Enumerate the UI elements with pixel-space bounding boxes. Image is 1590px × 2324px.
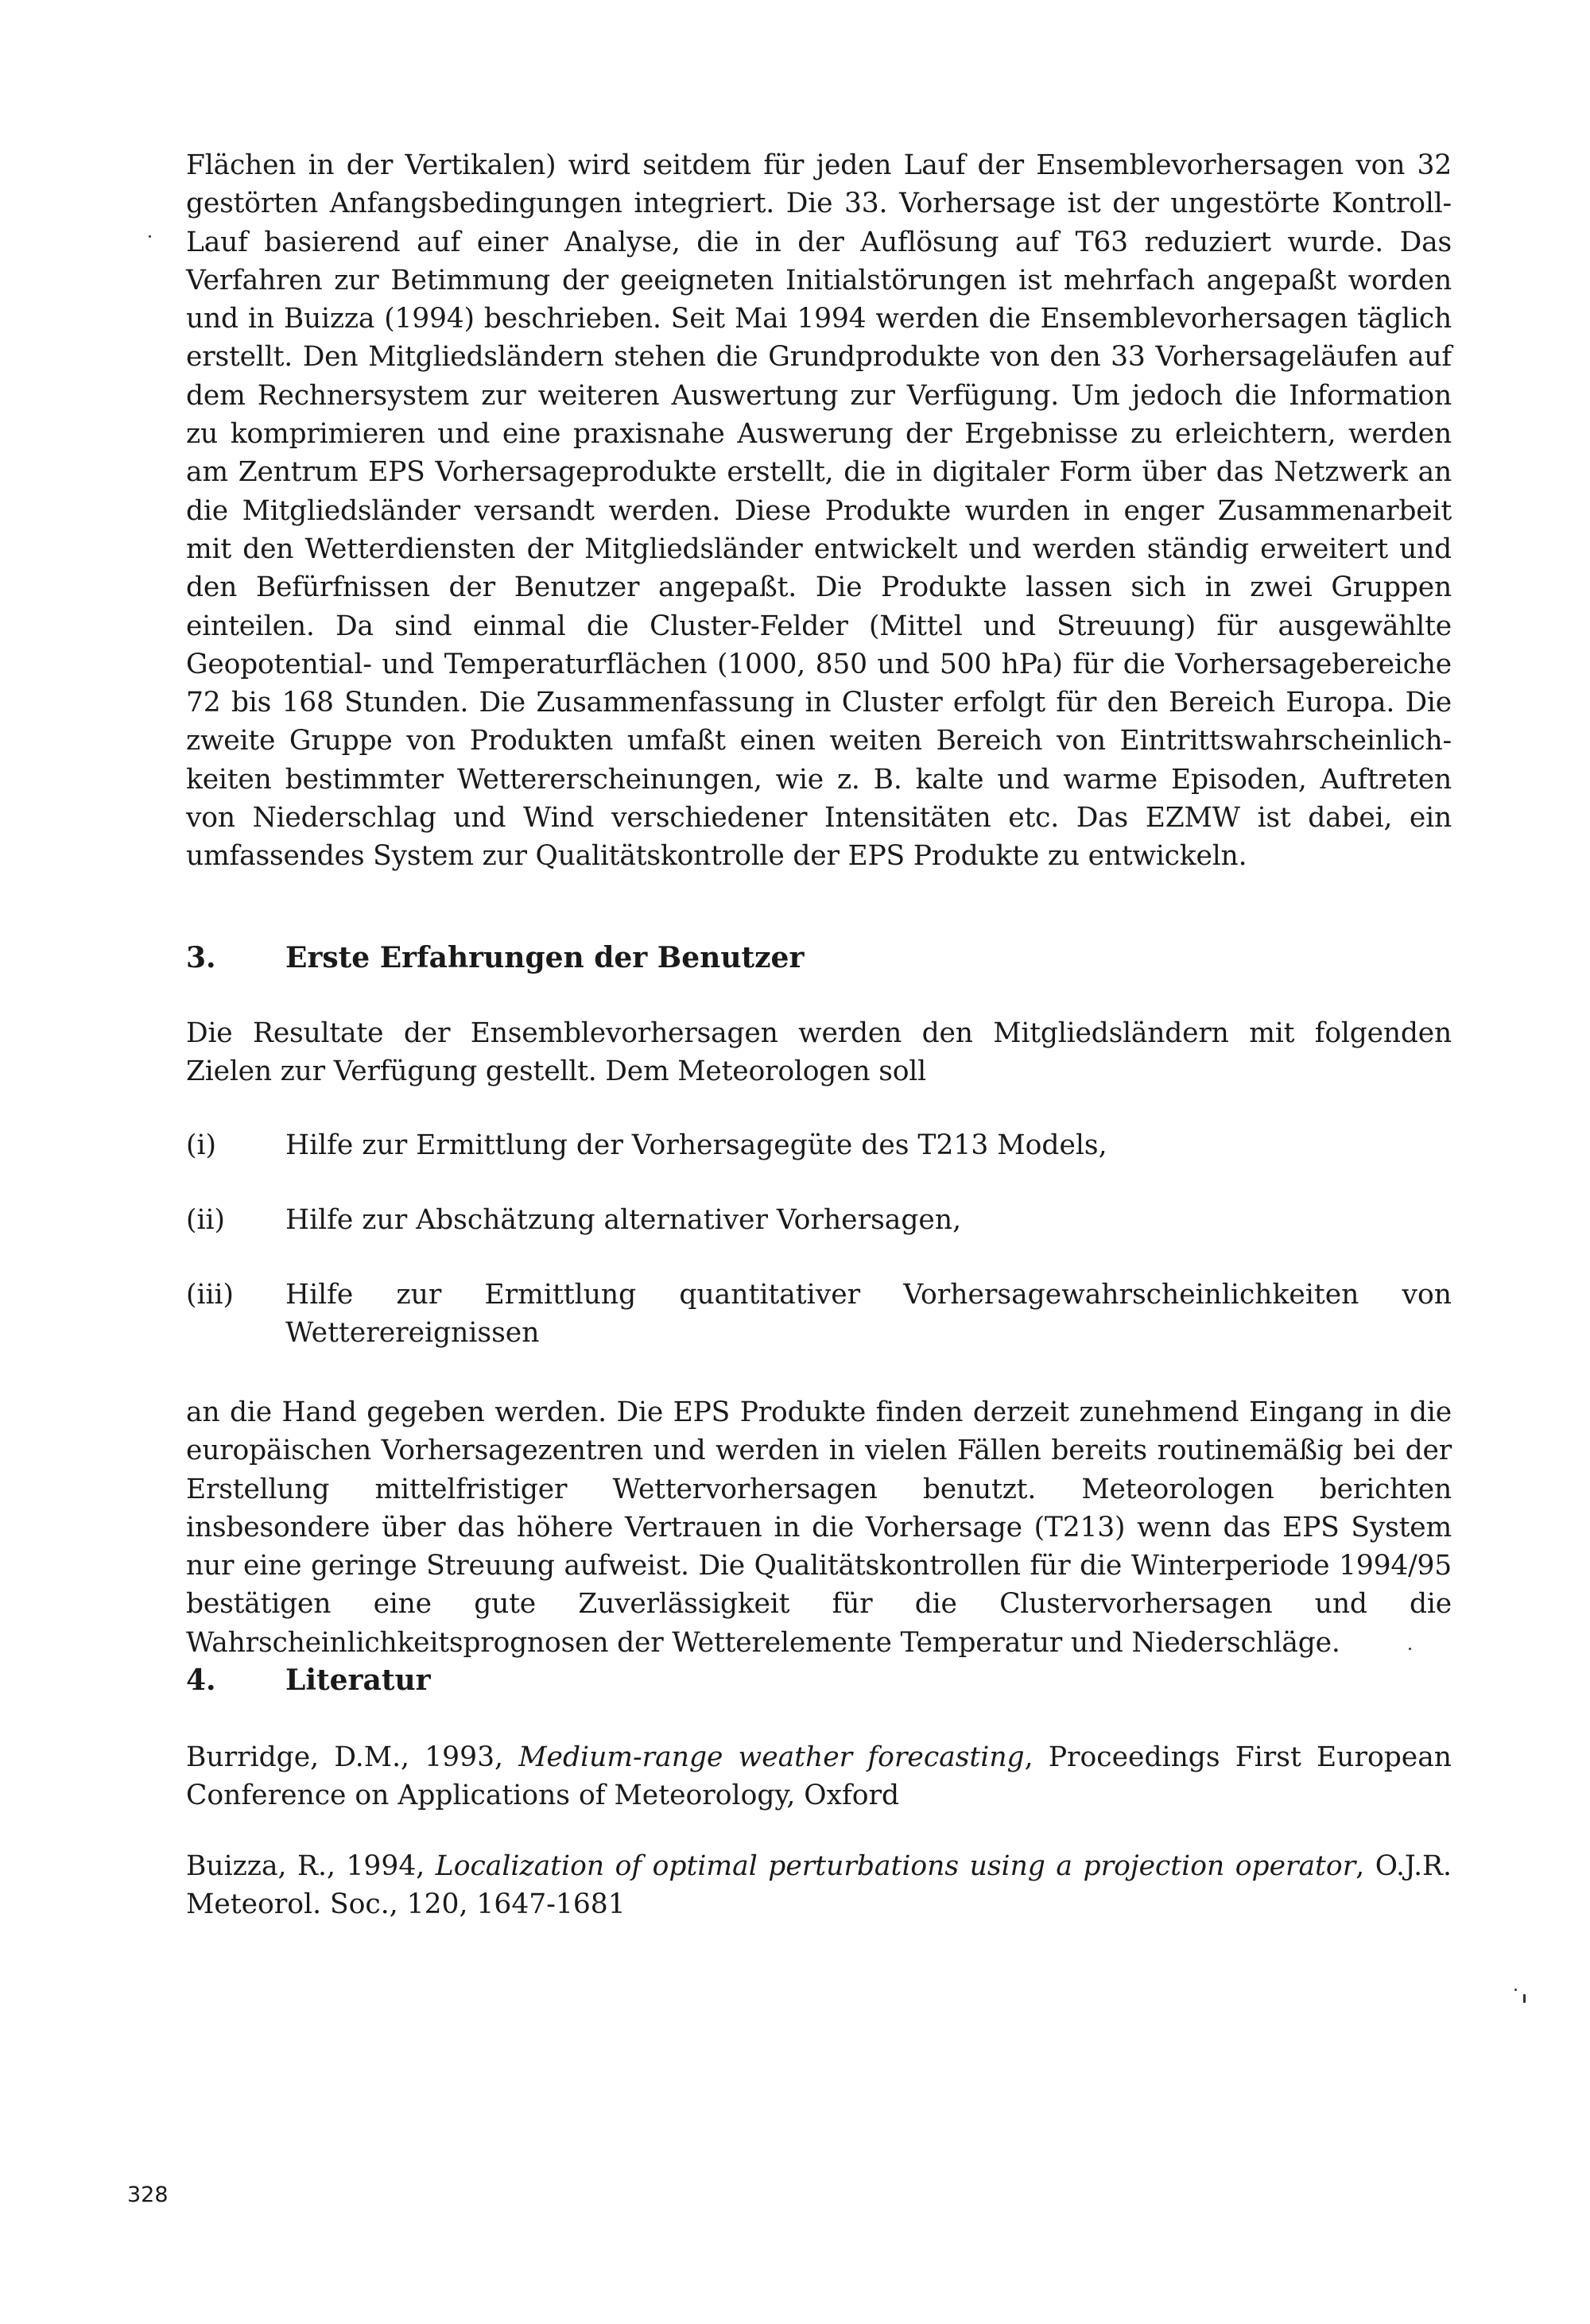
- section-4-heading: [186, 1661, 431, 1699]
- reference-title: Localization of optimal perturbations using a projection operator: [435, 1850, 1356, 1882]
- section-3-title: Erste Erfahrungen der Benutzer: [285, 941, 805, 974]
- section-3-closing: an die Hand gegeben werden. Die EPS Produkte finden derzeit zunehmend Eingang in die europäischen Vorhersagezentren und werden in vielen Fällen bereits routinemäßig bei der Erstellung mittelfristiger Wettervorhersagen benutzt. Meteorologen berichten insbesondere über das höhere Vertrauen in die Vorhersage (T213) wenn das EPS System nur eine geringe Streuung aufweist. Die Qualitätskontrollen für die Winterperiode 1994/95 bestätigen eine gute Zuverlässigkeit für die Clustervorhersagen und die Wahrscheinlichkeitsprognosen der Wetterelemente Temperatur und Niederschläge.: [186, 1396, 1452, 1659]
- page-number: 328: [127, 2183, 169, 2207]
- reference-burridge: [186, 1738, 1452, 1815]
- scan-speck: [1514, 1989, 1517, 1991]
- scan-speck: [1523, 1994, 1526, 2003]
- reference-details: , Proceedings First European Conference on Applications of Meteorology, Oxford: [186, 1741, 1452, 1812]
- list-text: Hilfe zur Abschätzung alternativer Vorhersagen,: [285, 1204, 962, 1236]
- list-text: Hilfe zur Ermittlung quantitativer Vorhersagewahrscheinlichkeiten von Wetterereignissen: [285, 1279, 1452, 1350]
- scan-speck: [149, 235, 151, 238]
- reference-title: Medium-range weather forecasting: [518, 1741, 1025, 1773]
- continuation-paragraph: Flächen in der Vertikalen) wird seitdem für jeden Lauf der Ensemblevorhersagen von 32 gestörten Anfangsbedingungen integriert. Die 33. Vorhersage ist der ungestörte Kontroll-Lauf basierend auf einer Analyse, die in der Auflösung auf T63 reduziert wurde. Das Verfahren zur Betimmung der geeigneten Initialstörungen ist mehrfach angepaßt worden und in Buizza (1994) beschrieben. Seit Mai 1994 werden die Ensemblevorhersagen täglich erstellt. Den Mitgliedsländern stehen die Grundprodukte von den 33 Vorhersageläufen auf dem Rechnersystem zur weiteren Auswertung zur Verfügung. Um jedoch die Information zu komprimieren und eine praxisnahe Auswerung der Ergebnisse zu erleichtern, werden am Zentrum EPS Vorhersageprodukte erstellt, die in digitaler Form über das Netzwerk an die Mitgliedsländer versandt werden. Diese Produkte wurden in enger Zusammenarbeit mit den Wetterdiensten der Mitgliedsländer entwickelt und werden ständig erweitert und den Befürfnissen der Benutzer angepaßt. Die Produkte lassen sich in zwei Gruppen einteilen. Da sind einmal die Cluster-Felder (Mittel und Streuung) für ausgewählte Geopotential- und Temperaturflächen (1000, 850 und 500 hPa) für die Vorhersagebereiche 72 bis 168 Stunden. Die Zusammenfassung in Cluster erfolgt für den Bereich Europa. Die zweite Gruppe von Produkten umfaßt einen weiten Bereich von Eintrittswahrscheinlich-keiten bestimmter Wettererscheinungen, wie z. B. kalte und warme Episoden, Auftreten von Niederschlag und Wind verschiedener Intensitäten etc. Das EZMW ist dabei, ein umfassendes System zur Qualitätskontrolle der EPS Produkte zu entwickeln.: [186, 149, 1452, 873]
- reference-buizza: [186, 1847, 1452, 1924]
- list-item-iii: [186, 1276, 1452, 1353]
- list-item-ii: [186, 1201, 1452, 1239]
- list-marker: (iii): [186, 1279, 235, 1311]
- list-text: Hilfe zur Ermittlung der Vorhersagegüte des T213 Models,: [285, 1129, 1107, 1161]
- reference-details: , O.J.R. Meteorol. Soc., 120, 1647-1681: [186, 1850, 1452, 1921]
- section-3-heading: [186, 939, 804, 977]
- list-marker: (ii): [186, 1204, 225, 1236]
- list-marker: (i): [186, 1129, 216, 1161]
- reference-authors: Buizza, R., 1994,: [186, 1850, 436, 1882]
- section-4-number: 4.: [186, 1664, 216, 1697]
- list-item-i: [186, 1126, 1452, 1164]
- section-4-title: Literatur: [285, 1664, 431, 1697]
- section-3-number: 3.: [186, 941, 216, 974]
- scan-speck: [1409, 1648, 1411, 1650]
- reference-authors: Burridge, D.M., 1993,: [186, 1741, 519, 1773]
- section-3-intro: Die Resultate der Ensemblevorhersagen werden den Mitgliedsländern mit folgenden Zielen zur Verfügung gestellt. Dem Meteorologen soll: [186, 1017, 1452, 1088]
